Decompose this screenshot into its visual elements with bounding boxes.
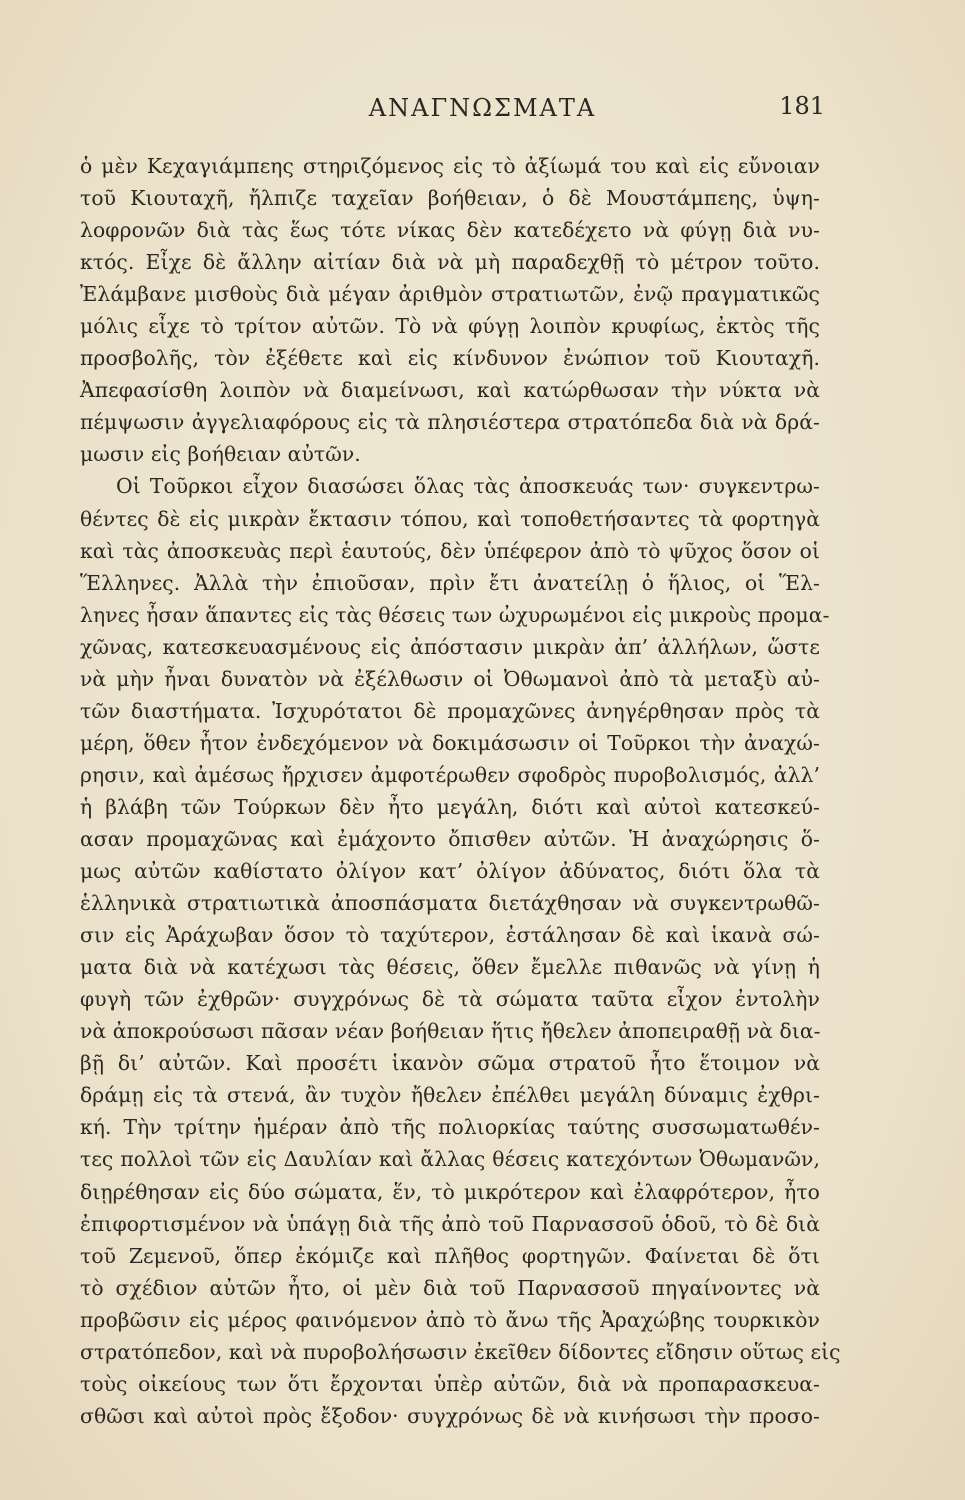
text-line: ασαν προμαχῶνας καὶ ἐμάχοντο ὄπισθεν αὐτῶν. Ἡ ἀναχώρησις ὅ- bbox=[80, 826, 820, 851]
text-line: τοῦ Ζεμενοῦ, ὅπερ ἐκόμιζε καὶ πλῆθος φορτηγῶν. Φαίνεται δὲ ὅτι bbox=[80, 1243, 820, 1268]
text-line: ληνες ἦσαν ἅπαντες εἰς τὰς θέσεις των ὠχυρωμένοι εἰς μικροὺς προμα- bbox=[80, 602, 830, 627]
text-line: μέρη, ὅθεν ἦτον ἐνδεχόμενον νὰ δοκιμάσωσιν οἱ Τοῦρκοι τὴν ἀναχώ- bbox=[80, 730, 820, 755]
text-line: τὸ σχέδιον αὐτῶν ἦτο, οἱ μὲν διὰ τοῦ Παρνασσοῦ πηγαίνοντες νὰ bbox=[80, 1275, 820, 1300]
text-line: βῇ δι’ αὐτῶν. Καὶ προσέτι ἱκανὸν σῶμα στρατοῦ ἦτο ἕτοιμον νὰ bbox=[80, 1051, 820, 1076]
text-line: πέμψωσιν ἀγγελιαφόρους εἰς τὰ πλησιέστερα στρατόπεδα διὰ νὰ δρά- bbox=[80, 410, 820, 435]
text-line: μόλις εἶχε τὸ τρίτον αὐτῶν. Τὸ νὰ φύγῃ λοιπὸν κρυφίως, ἐκτὸς τῆς bbox=[80, 314, 820, 339]
text-line: φυγὴ τῶν ἐχθρῶν· συγχρόνως δὲ τὰ σώματα ταῦτα εἶχον ἐντολὴν bbox=[80, 987, 820, 1012]
text-line: διῃρέθησαν εἰς δύο σώματα, ἕν, τὸ μικρότερον καὶ ἐλαφρότερον, ἦτο bbox=[80, 1179, 820, 1204]
text-line: νὰ μὴν ἦναι δυνατὸν νὰ ἐξέλθωσιν οἱ Ὀθωμανοὶ ἀπὸ τὰ μεταξὺ αὐ- bbox=[80, 666, 820, 691]
text-line: ἡ βλάβη τῶν Τούρκων δὲν ἦτο μεγάλη, διότι καὶ αὐτοὶ κατεσκεύ- bbox=[80, 794, 820, 819]
text-line: τῶν διαστήματα. Ἰσχυρότατοι δὲ προμαχῶνες ἀνηγέρθησαν πρὸς τὰ bbox=[80, 698, 820, 723]
running-title: ΑΝΑΓΝΩΣΜΑΤΑ bbox=[368, 94, 597, 122]
text-line: καὶ τὰς ἀποσκευὰς περὶ ἑαυτούς, δὲν ὑπέφερον ἀπὸ τὸ ψῦχος ὅσον οἱ bbox=[80, 538, 820, 563]
text-line: Οἱ Τοῦρκοι εἶχον διασώσει ὅλας τὰς ἀποσκευάς των· συγκεντρω- bbox=[116, 474, 820, 499]
body-text bbox=[80, 150, 841, 1432]
text-line: Ἐλάμβανε μισθοὺς διὰ μέγαν ἀριθμὸν στρατιωτῶν, ἐνῷ πραγματικῶς bbox=[80, 282, 820, 307]
text-line: προβῶσιν εἰς μέρος φαινόμενον ἀπὸ τὸ ἄνω τῆς Ἀραχώβης τουρκικὸν bbox=[80, 1307, 820, 1332]
text-line: νὰ ἀποκρούσωσι πᾶσαν νέαν βοήθειαν ἥτις ἤθελεν ἀποπειραθῇ νὰ δια- bbox=[80, 1019, 821, 1044]
text-line: στρατόπεδον, καὶ νὰ πυροβολήσωσιν ἐκεῖθεν δίδοντες εἴδησιν οὕτως εἰς bbox=[80, 1339, 841, 1364]
text-line: σιν εἰς Ἀράχωβαν ὅσον τὸ ταχύτερον, ἐστάλησαν δὲ καὶ ἱκανὰ σώ- bbox=[80, 923, 820, 948]
running-head bbox=[0, 88, 965, 128]
text-line: τοὺς οἰκείους των ὅτι ἔρχονται ὑπὲρ αὐτῶν, διὰ νὰ προπαρασκευα- bbox=[80, 1371, 820, 1396]
text-line: ματα διὰ νὰ κατέχωσι τὰς θέσεις, ὅθεν ἔμελλε πιθανῶς νὰ γίνῃ ἡ bbox=[80, 955, 820, 980]
text-line: ὁ μὲν Κεχαγιάμπεης στηριζόμενος εἰς τὸ ἀξίωμά του καὶ εἰς εὔνοιαν bbox=[80, 154, 820, 178]
text-line: τες πολλοὶ τῶν εἰς Δαυλίαν καὶ ἄλλας θέσεις κατεχόντων Ὀθωμανῶν, bbox=[80, 1147, 820, 1172]
text-line: μωσιν εἰς βοήθειαν αὐτῶν. bbox=[80, 442, 361, 467]
text-line: σθῶσι καὶ αὐτοὶ πρὸς ἔξοδον· συγχρόνως δὲ νὰ κινήσωσι τὴν προσο- bbox=[80, 1403, 820, 1428]
text-line: χῶνας, κατεσκευασμένους εἰς ἀπόστασιν μικρὰν ἀπ’ ἀλλήλων, ὥστε bbox=[80, 634, 820, 659]
text-line: κτός. Εἶχε δὲ ἄλλην αἰτίαν διὰ νὰ μὴ παραδεχθῇ τὸ μέτρον τοῦτο. bbox=[80, 250, 820, 275]
text-line: ἐπιφορτισμένον νὰ ὑπάγῃ διὰ τῆς ἀπὸ τοῦ Παρνασσοῦ ὁδοῦ, τὸ δὲ διὰ bbox=[80, 1211, 820, 1236]
text-line: λοφρονῶν διὰ τὰς ἕως τότε νίκας δὲν κατεδέχετο νὰ φύγῃ διὰ νυ- bbox=[80, 218, 820, 243]
text-line: θέντες δὲ εἰς μικρὰν ἔκτασιν τόπου, καὶ τοποθετήσαντες τὰ φορτηγὰ bbox=[80, 506, 820, 531]
text-line: κή. Τὴν τρίτην ἡμέραν ἀπὸ τῆς πολιορκίας ταύτης συσσωματωθέν- bbox=[80, 1115, 820, 1140]
text-line: δράμῃ εἰς τὰ στενά, ἂν τυχὸν ἤθελεν ἐπέλθει μεγάλη δύναμις ἐχθρι- bbox=[80, 1083, 820, 1108]
text-line: προσβολῆς, τὸν ἐξέθετε καὶ εἰς κίνδυνον ἐνώπιον τοῦ Κιουταχῆ. bbox=[80, 346, 820, 371]
text-line: Ἀπεφασίσθη λοιπὸν νὰ διαμείνωσι, καὶ κατώρθωσαν τὴν νύκτα νὰ bbox=[80, 378, 820, 403]
text-line: μως αὐτῶν καθίστατο ὀλίγον κατ’ ὀλίγον ἀδύνατος, διότι ὅλα τὰ bbox=[80, 859, 820, 884]
text-line: ρησιν, καὶ ἀμέσως ἤρχισεν ἀμφοτέρωθεν σφοδρὸς πυροβολισμός, ἀλλ’ bbox=[80, 762, 820, 787]
text-line: ἑλληνικὰ στρατιωτικὰ ἀποσπάσματα διετάχθησαν νὰ συγκεντρωθῶ- bbox=[80, 891, 820, 916]
text-line: τοῦ Κιουταχῆ, ἤλπιζε ταχεῖαν βοήθειαν, ὁ δὲ Μουστάμπεης, ὑψη- bbox=[80, 186, 820, 211]
text-line: Ἕλληνες. Ἀλλὰ τὴν ἐπιοῦσαν, πρὶν ἔτι ἀνατείλῃ ὁ ἥλιος, οἱ Ἕλ- bbox=[80, 570, 820, 595]
page-number: 181 bbox=[779, 92, 825, 120]
